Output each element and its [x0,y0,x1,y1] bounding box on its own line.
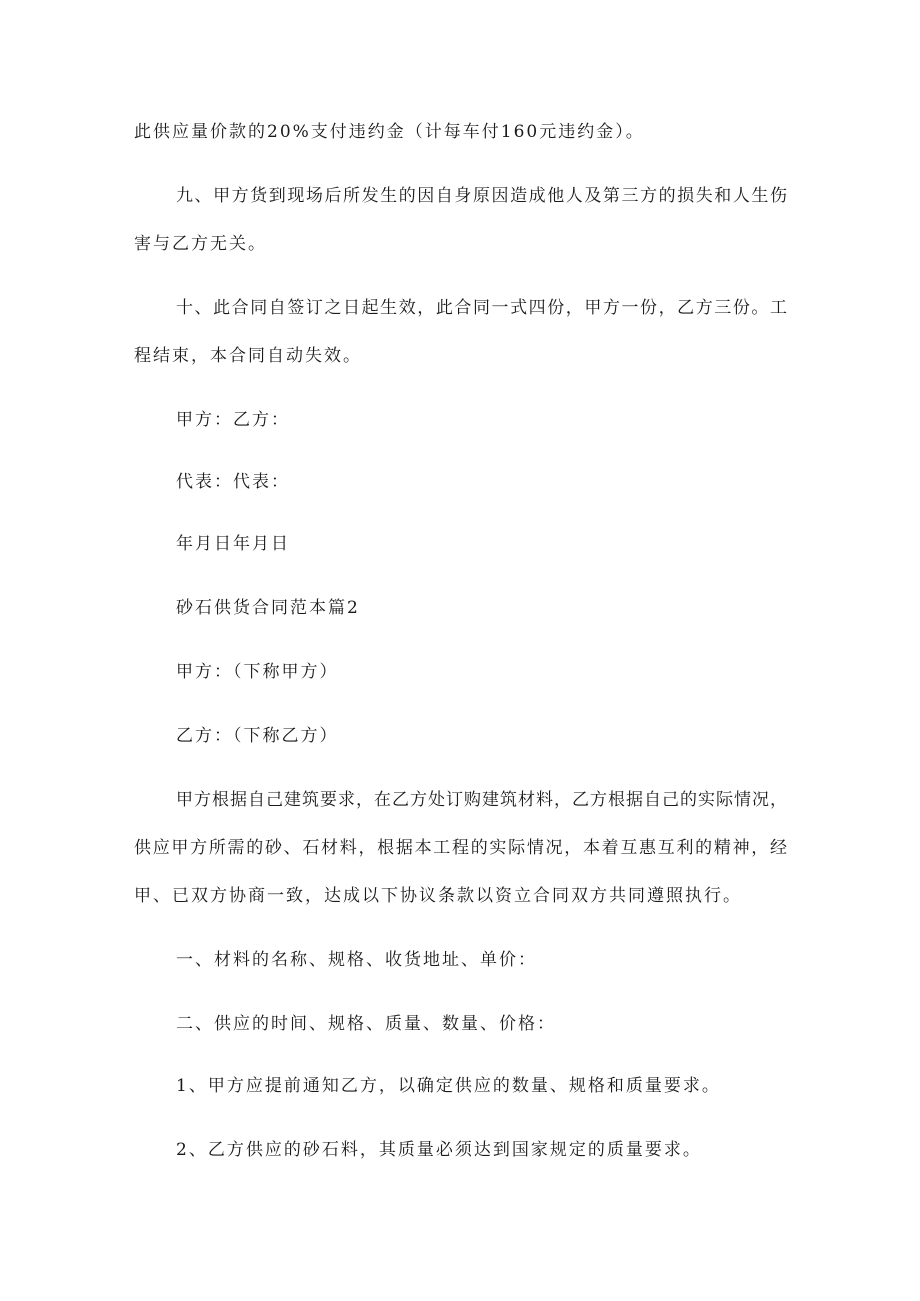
signature-parties: 甲方：乙方： [176,410,290,430]
intro-line-2: 供应甲方所需的砂、石材料，根据本工程的实际情况，本着互惠互利的精神，经 [134,838,787,858]
clause-9-line-1: 九、甲方货到现场后所发生的因自身原因造成他人及第三方的损失和人生伤 [176,186,787,206]
signature-representatives: 代表：代表： [176,472,290,492]
clause-2-heading: 二、供应的时间、规格、质量、数量、价格： [176,1014,556,1034]
clause-1-heading: 一、材料的名称、规格、收货地址、单价： [176,950,537,970]
party-a: 甲方：（下称甲方） [176,662,339,682]
signature-dates: 年月日年月日 [176,534,290,554]
clause-2-item-2: 2、乙方供应的砂石料，其质量必须达到国家规定的质量要求。 [176,1140,702,1160]
clause-9-line-2: 害与乙方无关。 [134,234,267,254]
intro-line-3: 甲、已双方协商一致，达成以下协议条款以资立合同双方共同遵照执行。 [134,886,742,906]
party-b: 乙方：（下称乙方） [176,726,339,746]
section-title: 砂石供货合同范本篇2 [176,598,360,618]
clause-10-line-1: 十、此合同自签订之日起生效，此合同一式四份，甲方一份，乙方三份。工 [176,298,787,318]
paragraph-line: 此供应量价款的20%支付违约金（计每车付160元违约金）。 [134,122,645,142]
clause-10-line-2: 程结束，本合同自动失效。 [134,346,362,366]
intro-line-1: 甲方根据自己建筑要求，在乙方处订购建筑材料，乙方根据自己的实际情况， [176,790,787,810]
clause-2-item-1: 1、甲方应提前通知乙方，以确定供应的数量、规格和质量要求。 [176,1076,721,1096]
